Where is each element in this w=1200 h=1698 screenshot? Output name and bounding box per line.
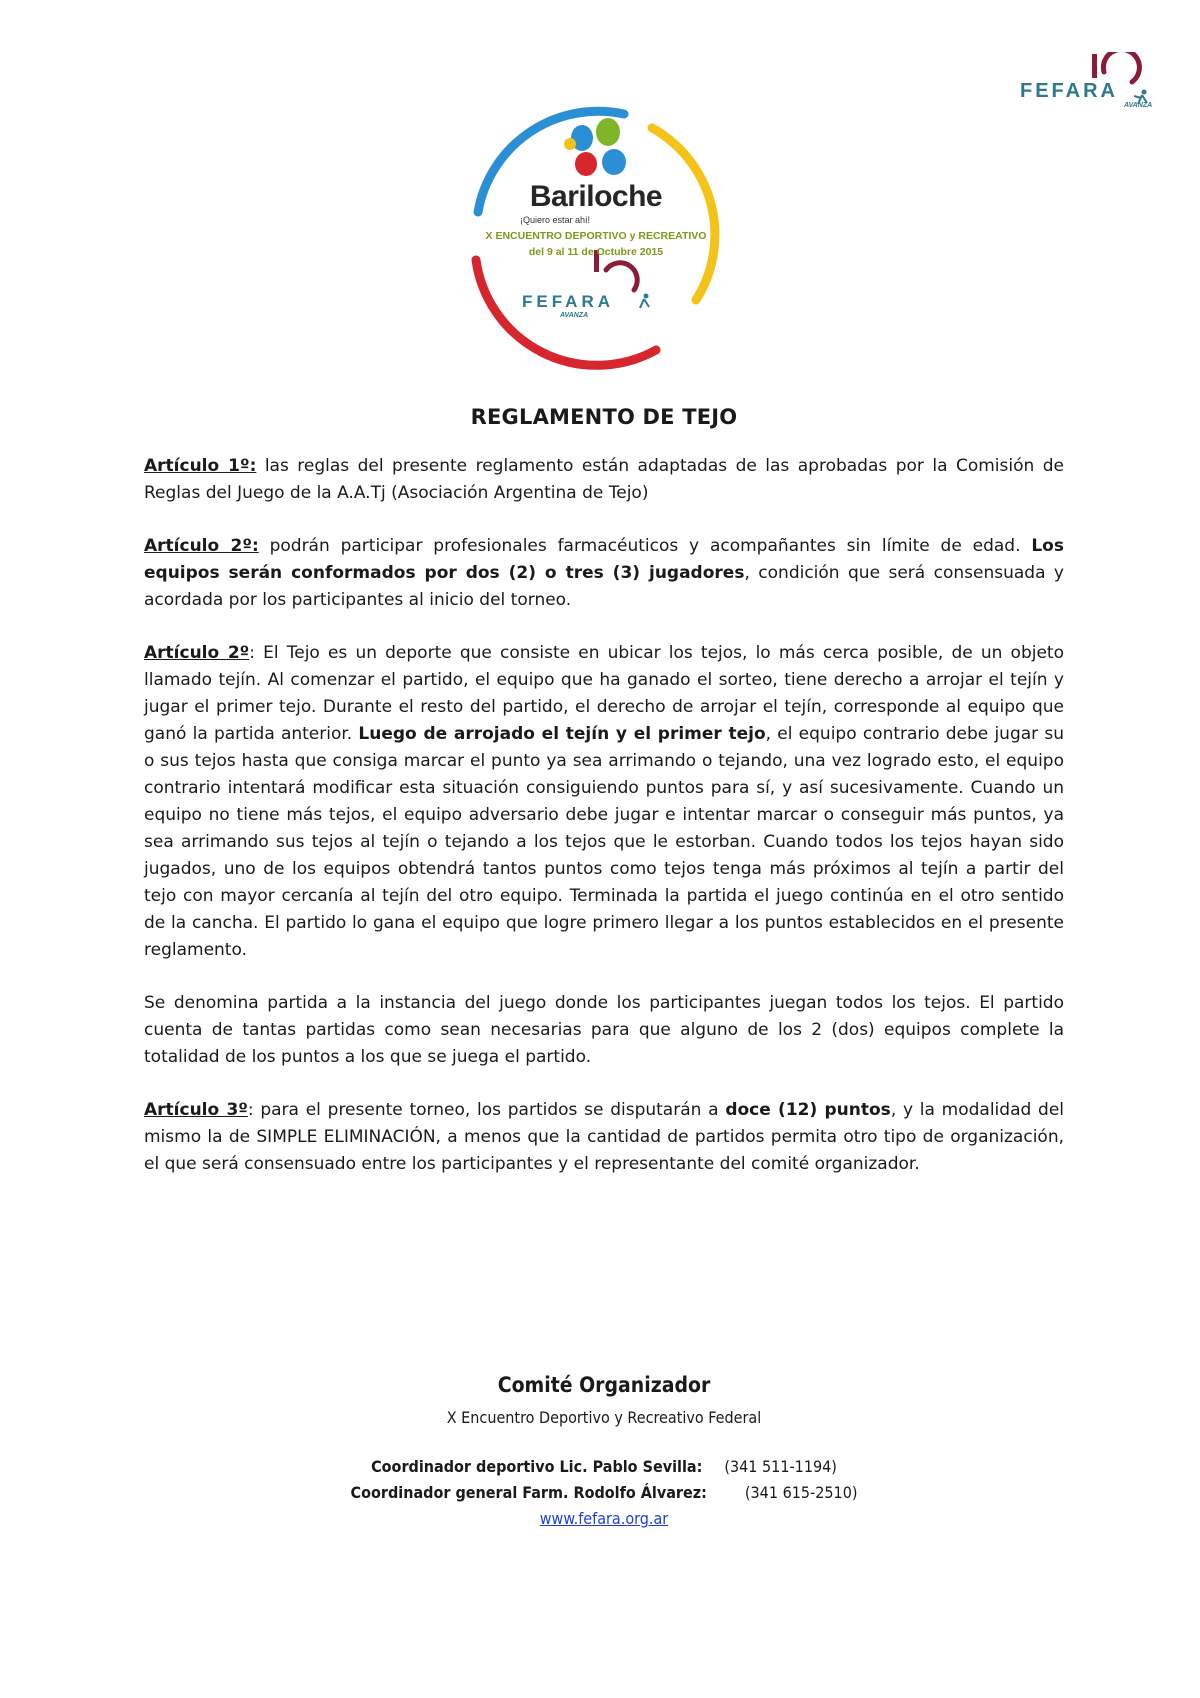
article-3-label: Artículo 3º [144, 1100, 248, 1120]
contact-1-label: Coordinador deportivo Lic. Pablo Sevilla: [371, 1457, 703, 1476]
event-tagline: ¡Quiero estar ahí! [520, 215, 591, 225]
event-org-brand: FEFARA [522, 292, 614, 311]
article-3-text-2: , y la modalidad del mismo la de SIMPLE ELIMINACIÓN, a menos que la cantidad de partidos permita otro tipo de organización, el que será consensuado entre los participantes y el representante del comité organizador. [144, 1100, 1065, 1174]
fefara-corner-logo [1020, 52, 1170, 112]
article-2b-label: Artículo 2º [144, 643, 250, 663]
article-2b-bold: Luego de arrojado el tejín y el primer tejo [358, 724, 766, 744]
article-1-label: Artículo 1º: [144, 456, 257, 476]
event-logo [456, 100, 736, 370]
footer-event-name: X Encuentro Deportivo y Recreativo Federal [446, 1408, 762, 1427]
contact-2-label: Coordinador general Farm. Rodolfo Álvarez: [350, 1483, 707, 1502]
regulation-document [144, 404, 1064, 1204]
contact-row-general [144, 1480, 1064, 1506]
article-2a-text-1: podrán participar profesionales farmacéuticos y acompañantes sin límite de edad. [258, 536, 1032, 556]
article-2b-text-2: , el equipo contrario debe jugar su o sus tejos hasta que consiga marcar el punto ya sea arrimando o tejando, una vez logrado esto, el equipo contrario intentará modificar esta situación consiguiendo puntos para sí, y así sucesivamente. Cuando un equipo no tiene más tejos, el equipo adversario debe jugar e intentar marcar o conseguir más puntos, ya sea arrimando sus tejos al tejín o tejando a los tejos que le estorban. Cuando todos los tejos hayan sido jugados, uno de los equipos obtendrá tantos puntos como tejos tenga más próximos al tejín a partir del tejo con mayor cercanía al tejín del otro equipo. Terminada la partida el juego continúa en el otro sentido de la cancha. El partido lo gana el equipo que logre primero llegar a los puntos establecidos en el presente reglamento. [144, 724, 1064, 960]
event-line-2: del 9 al 11 de Octubre 2015 [528, 246, 664, 258]
article-3 [144, 1097, 1064, 1178]
event-org-sub: AVANZA [560, 312, 589, 319]
article-2b [144, 640, 1064, 964]
article-2a-bold: Los equipos serán conformados por dos (2) o tres (3) jugadores [144, 536, 1064, 583]
contacts [144, 1454, 1064, 1506]
event-line-1: X ENCUENTRO DEPORTIVO y RECREATIVO [485, 230, 707, 242]
article-1 [144, 453, 1064, 507]
article-2a-text-2: , condición que será consensuada y acordada por los participantes al inicio del torneo. [144, 563, 1064, 610]
page-title: REGLAMENTO DE TEJO [470, 405, 738, 429]
article-3-bold: doce (12) puntos [725, 1100, 891, 1120]
event-city: Bariloche [529, 180, 663, 213]
contact-1-phone: (341 511-1194) [724, 1457, 837, 1476]
article-2a-label: Artículo 2º: [144, 536, 259, 556]
corner-brand-sub: AVANZA [1124, 102, 1153, 109]
article-1-text: las reglas del presente reglamento están adaptadas de las aprobadas por la Comisión de Reglas del Juego de la A.A.Tj (Asociación Argentina de Tejo) [144, 456, 1064, 503]
contact-row-sports [144, 1454, 1064, 1480]
footer [144, 1370, 1064, 1532]
organizing-committee: Comité Organizador [497, 1373, 711, 1397]
article-2a [144, 533, 1064, 614]
partida-definition: Se denomina partida a la instancia del juego donde los participantes juegan todos los tejos. El partido cuenta de tantas partidas como sean necesarias para que alguno de los 2 (dos) equipos complete la totalidad de los puntos a los que se juega el partido. [144, 993, 1064, 1067]
article-2b-text-1: : El Tejo es un deporte que consiste en ubicar los tejos, lo más cerca posible, de un objeto llamado tejín. Al comenzar el partido, el equipo que ha ganado el sorteo, tiene derecho a arrojar el tejín y jugar el primer tejo. Durante el resto del partido, el derecho de arrojar el tejín, corresponde al equipo que ganó la partida anterior. [144, 643, 1064, 744]
contact-2-phone: (341 615-2510) [744, 1483, 858, 1502]
article-3-text-1: : para el presente torneo, los partidos se disputarán a [247, 1100, 726, 1120]
website-link[interactable]: www.fefara.org.ar [539, 1509, 669, 1528]
corner-brand: FEFARA [1020, 80, 1118, 102]
